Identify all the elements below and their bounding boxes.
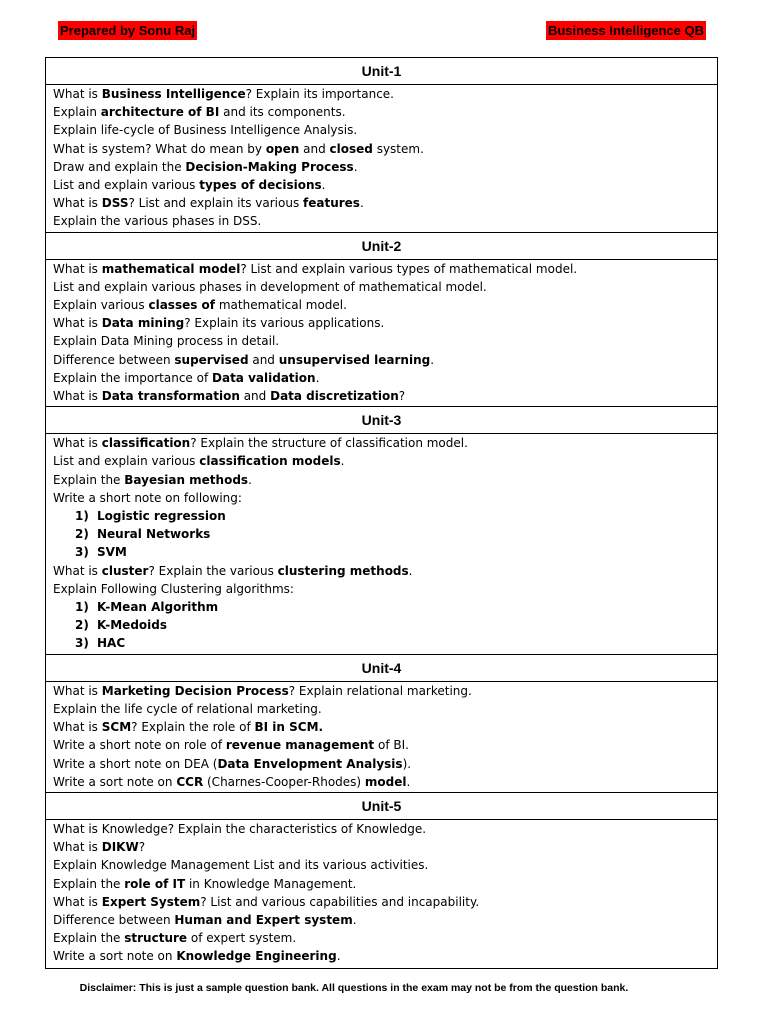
question-keyword: K-Medoids (97, 618, 167, 633)
question-keyword: CCR (176, 774, 204, 789)
sub-question-item (53, 598, 711, 616)
question-item (53, 820, 711, 838)
question-keyword: Neural Networks (97, 527, 211, 542)
question-text: Write a sort note on (53, 774, 177, 789)
question-text: Explain (53, 105, 101, 120)
question-text: Difference between (53, 352, 175, 367)
question-text: ). (402, 756, 412, 771)
question-text: and (299, 141, 330, 156)
question-text: What is (53, 840, 102, 855)
question-item (53, 856, 711, 874)
question-item (53, 471, 711, 489)
question-keyword: Data validation (212, 370, 316, 385)
question-text: . (315, 370, 320, 385)
question-keyword: model (364, 774, 407, 789)
question-item (53, 260, 711, 278)
question-list (46, 434, 717, 654)
question-text: What is (53, 261, 102, 276)
question-keyword: SCM (101, 720, 132, 735)
question-text: Explain Data Mining process in detail. (53, 334, 280, 349)
sub-question-item (53, 507, 711, 525)
question-text: mathematical model. (215, 298, 347, 313)
question-text: Explain the (53, 472, 125, 487)
question-text: ? Explain its importance. (245, 87, 394, 101)
question-keyword: unsupervised learning (278, 352, 431, 367)
question-item (53, 773, 711, 791)
question-keyword: Decision-Making Process (185, 159, 354, 174)
question-text: . (353, 159, 358, 174)
question-text: Explain the various phases in DSS. (53, 214, 262, 229)
question-text: . (430, 352, 435, 367)
question-item (53, 700, 711, 718)
question-keyword: Business Intelligence (101, 87, 246, 101)
question-bank-table (45, 57, 718, 969)
question-text: Write a sort note on (53, 949, 177, 964)
question-keyword: cluster (101, 563, 149, 578)
question-text: ? List and explain various types of mathematical model. (240, 261, 578, 276)
question-item (53, 212, 711, 230)
question-keyword: clustering methods (277, 563, 409, 578)
question-keyword: classification (101, 436, 191, 451)
unit-section (46, 792, 717, 968)
question-item (53, 838, 711, 856)
question-item (53, 489, 711, 507)
question-item (53, 755, 711, 773)
question-keyword: K-Mean Algorithm (97, 600, 219, 615)
question-text: ? Explain the structure of classification model. (190, 436, 468, 451)
question-keyword: Logistic regression (97, 509, 226, 524)
unit-title: Unit-1 (46, 58, 717, 85)
question-text: ? (398, 389, 406, 404)
question-item (53, 562, 711, 580)
question-text: . (336, 949, 341, 964)
question-item (53, 85, 711, 103)
question-text: What is (53, 196, 102, 211)
question-item (53, 875, 711, 893)
unit-section (46, 406, 717, 654)
question-text: Explain life-cycle of Business Intelligence Analysis. (53, 123, 358, 138)
question-text: What is (53, 683, 102, 698)
question-text: Write a short note on role of (53, 738, 226, 753)
question-text: Explain the (53, 876, 125, 891)
question-text: List and explain various (53, 454, 200, 469)
question-text: . (321, 178, 326, 193)
subject-label: Business Intelligence QB (547, 23, 704, 38)
question-text: . (352, 912, 357, 927)
question-text: Explain the importance of (53, 370, 213, 385)
question-keyword: role of IT (124, 876, 186, 891)
question-item (53, 194, 711, 212)
question-text: What is (53, 316, 102, 331)
question-text: and its components. (219, 105, 346, 120)
question-text: ? List and explain its various (128, 196, 304, 211)
question-text: Explain the life cycle of relational marketing. (53, 701, 322, 716)
question-keyword: closed (329, 141, 373, 156)
author-label: Prepared by Sonu Raj (60, 23, 196, 38)
question-text: Explain various (53, 298, 149, 313)
question-text: Explain Following Clustering algorithms: (53, 581, 294, 596)
question-text: List and explain various phases in development of mathematical model. (53, 279, 487, 294)
question-item (53, 893, 711, 911)
question-text: in Knowledge Management. (185, 876, 357, 891)
question-text: of BI. (374, 738, 409, 753)
question-keyword: Marketing Decision Process (101, 683, 289, 698)
question-list (46, 85, 717, 233)
unit-title: Unit-2 (46, 232, 717, 260)
question-text: What is Knowledge? Explain the characteristics of Knowledge. (53, 821, 427, 836)
question-text: ? Explain the role of (131, 720, 255, 735)
question-item (53, 929, 711, 947)
question-text: ? Explain the various (148, 563, 278, 578)
question-text: Difference between (53, 912, 175, 927)
question-keyword: Knowledge Engineering (176, 949, 337, 964)
question-text: ? Explain its various applications. (184, 316, 385, 331)
question-keyword: HAC (97, 636, 126, 651)
unit-section (46, 58, 717, 233)
question-text: Explain Knowledge Management List and its various activities. (53, 858, 429, 873)
question-item (53, 580, 711, 598)
question-keyword: DSS (101, 196, 129, 211)
sub-question-number: 1) (75, 600, 89, 615)
question-text: What is system? What do mean by (53, 141, 266, 156)
unit-title: Unit-5 (46, 792, 717, 820)
question-keyword: Data transformation (101, 389, 240, 404)
question-item (53, 103, 711, 121)
question-text: . (408, 563, 413, 578)
question-text: (Charnes-Cooper-Rhodes) (203, 774, 365, 789)
question-text: Write a short note on DEA ( (53, 756, 218, 771)
sub-question-number: 3) (75, 545, 89, 560)
sub-question-number: 2) (75, 618, 89, 633)
question-item (53, 351, 711, 369)
question-keyword: classification models (199, 454, 341, 469)
question-list (46, 260, 717, 408)
question-keyword: supervised (174, 352, 249, 367)
question-text: What is (53, 436, 102, 451)
question-keyword: open (265, 141, 300, 156)
question-item (53, 452, 711, 470)
question-text: Draw and explain the (53, 159, 186, 174)
question-text: of expert system. (187, 931, 297, 946)
question-keyword: Bayesian methods (124, 472, 249, 487)
question-keyword: DIKW (101, 840, 139, 855)
disclaimer: Disclaimer: This is just a sample question bank. All questions in the exam may not be from the question bank. (79, 982, 629, 994)
question-item (53, 314, 711, 332)
sub-question-item (53, 543, 711, 561)
question-keyword: structure (124, 931, 188, 946)
unit-section (46, 654, 717, 793)
question-keyword: classes of (148, 298, 216, 313)
question-keyword: mathematical model (101, 261, 241, 276)
question-item (53, 278, 711, 296)
question-text: What is (53, 389, 102, 404)
question-item (53, 911, 711, 929)
question-text: ? List and various capabilities and incapability. (200, 894, 480, 909)
question-keyword: architecture of BI (100, 105, 220, 120)
sub-question-item (53, 634, 711, 652)
question-item (53, 369, 711, 387)
question-item (53, 332, 711, 350)
question-item (53, 718, 711, 736)
question-text: and (239, 389, 271, 404)
question-keyword: Human and Expert system (174, 912, 353, 927)
sub-question-number: 2) (75, 527, 89, 542)
unit-section (46, 232, 717, 408)
question-item (53, 158, 711, 176)
question-keyword: Data Envelopment Analysis (217, 756, 403, 771)
sub-question-number: 3) (75, 636, 89, 651)
question-item (53, 176, 711, 194)
question-text: . (359, 196, 364, 211)
sub-question-item (53, 616, 711, 634)
question-text: . (406, 774, 411, 789)
question-item (53, 947, 711, 965)
question-text: Write a short note on following: (53, 490, 242, 505)
question-item (53, 736, 711, 754)
question-text: and (248, 352, 279, 367)
question-text: What is (53, 563, 102, 578)
question-text: ? Explain relational marketing. (288, 683, 472, 698)
question-keyword: Expert System (101, 894, 201, 909)
question-list (46, 820, 717, 968)
question-keyword: features (303, 196, 360, 211)
question-text: system. (372, 141, 424, 156)
question-text: . (248, 472, 252, 487)
question-text: What is (53, 894, 102, 909)
question-keyword: Data mining (101, 316, 185, 331)
question-item (53, 296, 711, 314)
question-text: What is (53, 720, 102, 735)
question-text: List and explain various (53, 178, 200, 193)
unit-title: Unit-4 (46, 654, 717, 682)
question-list (46, 682, 717, 793)
question-keyword: revenue management (225, 738, 375, 753)
sub-question-number: 1) (75, 509, 89, 524)
question-item (53, 434, 711, 452)
question-keyword: Data discretization (270, 389, 399, 404)
question-keyword: BI in SCM. (254, 720, 324, 735)
question-item (53, 387, 711, 405)
question-keyword: SVM (97, 545, 127, 560)
question-keyword: types of decisions (199, 178, 322, 193)
question-text: ? (138, 840, 146, 855)
sub-question-item (53, 525, 711, 543)
unit-title: Unit-3 (46, 406, 717, 434)
question-item (53, 121, 711, 139)
question-text: Explain the (53, 931, 125, 946)
question-item (53, 140, 711, 158)
question-text: . (340, 454, 345, 469)
question-text: What is (53, 87, 102, 101)
question-item (53, 682, 711, 700)
